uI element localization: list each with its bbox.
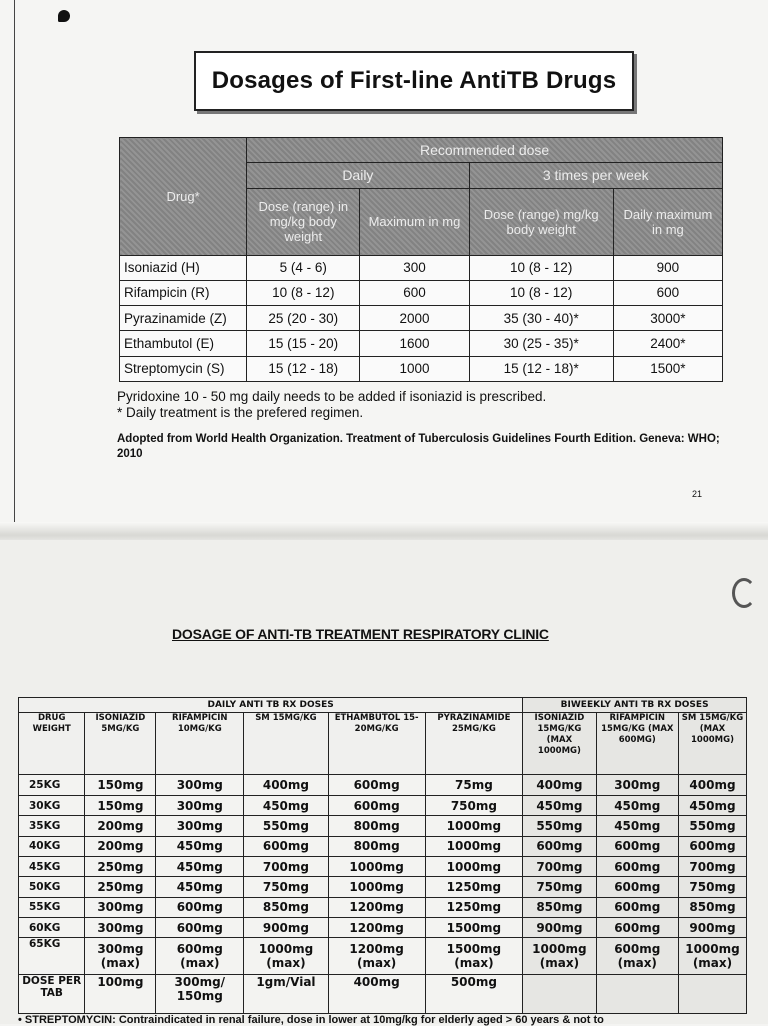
dose-cell: 450mg xyxy=(156,877,244,897)
dose-cell: 600mg xyxy=(156,918,244,938)
dose-cell: 300mg xyxy=(156,816,244,836)
daily-max: 600 xyxy=(360,280,469,305)
tiw-dose: 15 (12 - 18)* xyxy=(469,356,613,381)
dose-cell: 400mg xyxy=(244,775,329,795)
table-row xyxy=(19,836,747,856)
dose-cell: 750mg xyxy=(523,877,596,897)
weight-cell: 25KG xyxy=(19,775,85,795)
dose-cell: 200mg xyxy=(85,816,156,836)
dose-per-tab-cell: 300mg/ 150mg xyxy=(156,975,244,1014)
dose-cell: 150mg xyxy=(85,775,156,795)
dose-cell: 75mg xyxy=(425,775,523,795)
dose-cell: 1000mg xyxy=(328,856,425,876)
tiw-max: 3000* xyxy=(613,306,722,331)
daily-max: 1600 xyxy=(360,331,469,356)
weight-cell: 45KG xyxy=(19,856,85,876)
header-drug: Drug* xyxy=(120,138,247,256)
dose-per-tab-cell: 500mg xyxy=(425,975,523,1014)
weight-cell: 60KG xyxy=(19,918,85,938)
dose-cell: 1250mg xyxy=(425,877,523,897)
clinic-dosage-table xyxy=(18,697,747,1014)
dose-per-tab-cell: 1gm/Vial xyxy=(244,975,329,1014)
header-daily-dose-range: Dose (range) in mg/kg body weight xyxy=(247,188,360,255)
pyridoxine-note: Pyridoxine 10 - 50 mg daily needs to be added if isoniazid is prescribed. xyxy=(117,389,547,404)
drug-name: Pyrazinamide (Z) xyxy=(120,306,247,331)
daily-regimen-note: * Daily treatment is the prefered regimen. xyxy=(117,405,364,420)
tiw-max: 600 xyxy=(613,280,722,305)
table-row xyxy=(19,795,747,815)
clinic-dosage-title: DOSAGE OF ANTI-TB TREATMENT RESPIRATORY CLINIC xyxy=(172,626,549,642)
weight-cell: 30KG xyxy=(19,795,85,815)
dose-cell: 600mg (max) xyxy=(596,938,678,975)
dose-cell: 750mg xyxy=(425,795,523,815)
dose-cell: 750mg xyxy=(678,877,746,897)
header-three-times-weekly: 3 times per week xyxy=(469,163,722,188)
daily-max: 1000 xyxy=(360,356,469,381)
dose-cell: 1000mg xyxy=(425,856,523,876)
dose-cell: 800mg xyxy=(328,836,425,856)
tiw-dose: 10 (8 - 12) xyxy=(469,280,613,305)
dose-cell: 600mg xyxy=(244,836,329,856)
dose-cell: 550mg xyxy=(678,816,746,836)
header-pyrazinamide-daily: PYRAZINAMIDE 25MG/KG xyxy=(425,713,523,775)
dose-cell: 200mg xyxy=(85,836,156,856)
dose-cell: 600mg xyxy=(596,897,678,917)
table-row xyxy=(120,280,723,305)
dose-cell: 850mg xyxy=(678,897,746,917)
dose-cell: 600mg xyxy=(328,795,425,815)
dose-cell: 600mg xyxy=(523,836,596,856)
dose-cell: 250mg xyxy=(85,856,156,876)
dose-cell: 1500mg xyxy=(425,918,523,938)
table-row xyxy=(19,775,747,795)
weight-cell: 65KG xyxy=(19,938,85,975)
header-daily: Daily xyxy=(247,163,469,188)
weight-cell: 40KG xyxy=(19,836,85,856)
dose-cell: 450mg xyxy=(596,795,678,815)
dose-cell: 1000mg xyxy=(425,836,523,856)
dose-cell: 450mg xyxy=(156,836,244,856)
source-citation: Adopted from World Health Organization. Treatment of Tuberculosis Guidelines Fourth Edition. Geneva: WHO; 2010 xyxy=(117,433,720,460)
weight-cell: 55KG xyxy=(19,897,85,917)
dose-per-tab-cell xyxy=(523,975,596,1014)
header-tiw-daily-maximum: Daily maximum in mg xyxy=(613,188,722,255)
dose-cell: 300mg xyxy=(156,795,244,815)
header-sm-daily: SM 15MG/KG xyxy=(244,713,329,775)
dose-per-tab-cell: 100mg xyxy=(85,975,156,1014)
dose-cell: 800mg xyxy=(328,816,425,836)
daily-dose: 15 (12 - 18) xyxy=(247,356,360,381)
dose-cell: 300mg xyxy=(85,897,156,917)
dose-cell: 700mg xyxy=(244,856,329,876)
table-row xyxy=(19,938,747,975)
tiw-dose: 10 (8 - 12) xyxy=(469,255,613,280)
header-isoniazid-daily: ISONIAZID 5MG/KG xyxy=(85,713,156,775)
header-tiw-dose-range: Dose (range) mg/kg body weight xyxy=(469,188,613,255)
dose-cell: 1500mg (max) xyxy=(425,938,523,975)
dose-cell: 850mg xyxy=(523,897,596,917)
table-row xyxy=(19,897,747,917)
dose-cell: 1000mg xyxy=(328,877,425,897)
table-row xyxy=(120,255,723,280)
scan-mark xyxy=(58,10,70,22)
dose-cell: 300mg xyxy=(85,918,156,938)
dose-cell: 1200mg xyxy=(328,897,425,917)
tiw-max: 1500* xyxy=(613,356,722,381)
tiw-max: 900 xyxy=(613,255,722,280)
header-daily-maximum: Maximum in mg xyxy=(360,188,469,255)
dose-cell: 600mg xyxy=(156,897,244,917)
table-row xyxy=(19,856,747,876)
dose-cell: 600mg xyxy=(678,836,746,856)
dose-cell: 1000mg (max) xyxy=(523,938,596,975)
daily-dose: 5 (4 - 6) xyxy=(247,255,360,280)
table-row xyxy=(120,356,723,381)
table-row xyxy=(120,306,723,331)
streptomycin-footnote: • STREPTOMYCIN: Contraindicated in renal failure, dose in lower at 10mg/kg for elderly aged > 60 years & not to xyxy=(18,1014,604,1026)
header-rifampicin-daily: RIFAMPICIN 10MG/KG xyxy=(156,713,244,775)
table-row xyxy=(19,877,747,897)
dose-cell: 250mg xyxy=(85,877,156,897)
drug-name: Isoniazid (H) xyxy=(120,255,247,280)
tiw-dose: 30 (25 - 35)* xyxy=(469,331,613,356)
dose-cell: 900mg xyxy=(523,918,596,938)
tiw-dose: 35 (30 - 40)* xyxy=(469,306,613,331)
header-recommended-dose: Recommended dose xyxy=(247,138,723,163)
drug-name: Rifampicin (R) xyxy=(120,280,247,305)
dose-per-tab-cell: 400mg xyxy=(328,975,425,1014)
dose-cell: 750mg xyxy=(244,877,329,897)
dose-cell: 600mg (max) xyxy=(156,938,244,975)
dose-cell: 300mg xyxy=(156,775,244,795)
dose-per-tab-cell xyxy=(596,975,678,1014)
dose-cell: 150mg xyxy=(85,795,156,815)
dose-cell: 900mg xyxy=(678,918,746,938)
table-row xyxy=(19,816,747,836)
dose-cell: 400mg xyxy=(678,775,746,795)
first-line-dosage-table xyxy=(119,137,723,382)
dose-cell: 900mg xyxy=(244,918,329,938)
page-title: Dosages of First-line AntiTB Drugs xyxy=(211,67,617,94)
daily-max: 300 xyxy=(360,255,469,280)
daily-dose: 10 (8 - 12) xyxy=(247,280,360,305)
page-number: 21 xyxy=(692,489,703,499)
dose-cell: 1000mg (max) xyxy=(678,938,746,975)
dose-cell: 450mg xyxy=(156,856,244,876)
dose-cell: 1000mg xyxy=(425,816,523,836)
dose-cell: 600mg xyxy=(328,775,425,795)
page-title-box xyxy=(194,51,634,111)
header-rifampicin-biweekly: RIFAMPICIN 15MG/KG (MAX 600MG) xyxy=(596,713,678,775)
group-daily-doses: DAILY ANTI TB RX DOSES xyxy=(19,698,523,713)
header-isoniazid-biweekly: ISONIAZID 15MG/KG (MAX 1000MG) xyxy=(523,713,596,775)
dose-cell: 1250mg xyxy=(425,897,523,917)
weight-cell: 35KG xyxy=(19,816,85,836)
dose-cell: 300mg (max) xyxy=(85,938,156,975)
dose-cell: 1200mg (max) xyxy=(328,938,425,975)
dose-cell: 700mg xyxy=(678,856,746,876)
dose-cell: 850mg xyxy=(244,897,329,917)
dose-cell: 450mg xyxy=(678,795,746,815)
dose-cell: 700mg xyxy=(523,856,596,876)
drug-name: Ethambutol (E) xyxy=(120,331,247,356)
header-sm-biweekly: SM 15MG/KG (MAX 1000MG) xyxy=(678,713,746,775)
page-edge xyxy=(14,0,15,522)
dose-per-tab-label: DOSE PER TAB xyxy=(19,975,85,1014)
daily-dose: 25 (20 - 30) xyxy=(247,306,360,331)
dose-cell: 600mg xyxy=(596,918,678,938)
dose-cell: 450mg xyxy=(596,816,678,836)
header-ethambutol-daily: ETHAMBUTOL 15-20MG/KG xyxy=(328,713,425,775)
daily-dose: 15 (15 - 20) xyxy=(247,331,360,356)
dose-cell: 600mg xyxy=(596,877,678,897)
dose-cell: 600mg xyxy=(596,856,678,876)
drug-name: Streptomycin (S) xyxy=(120,356,247,381)
scan-mark xyxy=(732,578,756,608)
table-row xyxy=(120,331,723,356)
dose-per-tab-cell xyxy=(678,975,746,1014)
dose-cell: 550mg xyxy=(244,816,329,836)
group-biweekly-doses: BIWEEKLY ANTI TB RX DOSES xyxy=(523,698,747,713)
dose-cell: 300mg xyxy=(596,775,678,795)
dose-cell: 1000mg (max) xyxy=(244,938,329,975)
dose-cell: 400mg xyxy=(523,775,596,795)
dose-cell: 600mg xyxy=(596,836,678,856)
table-row xyxy=(19,975,747,1014)
dose-cell: 1200mg xyxy=(328,918,425,938)
header-drug-weight: DRUG WEIGHT xyxy=(19,713,85,775)
dose-cell: 450mg xyxy=(244,795,329,815)
table-row xyxy=(19,918,747,938)
tiw-max: 2400* xyxy=(613,331,722,356)
dose-cell: 550mg xyxy=(523,816,596,836)
weight-cell: 50KG xyxy=(19,877,85,897)
daily-max: 2000 xyxy=(360,306,469,331)
dose-cell: 450mg xyxy=(523,795,596,815)
